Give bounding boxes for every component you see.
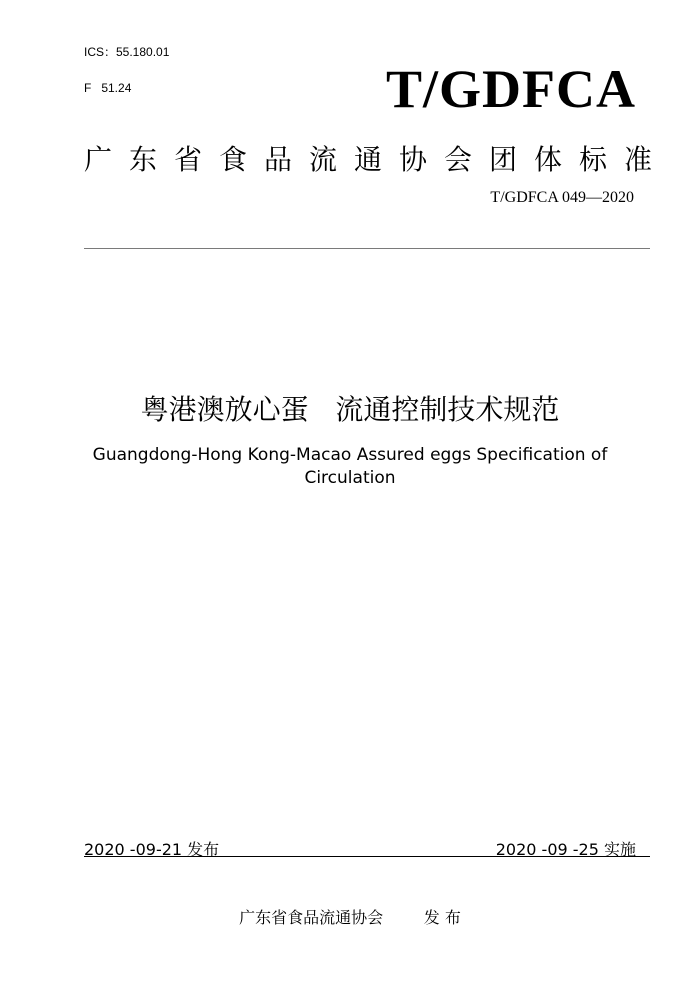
ics-code: ICS：55.180.01 [84,45,170,59]
footer-divider [84,856,650,857]
header-divider [84,248,650,249]
issue-date: 2020 -09-21 发布 [84,840,220,859]
standard-logo: T/GDFCA [386,59,636,119]
ccs-code: F 51.24 [84,81,132,95]
implementation-date: 2020 -09 -25 实施 [495,840,636,859]
document-title-english: Guangdong-Hong Kong-Macao Assured eggs Specification of Circulation [92,445,608,488]
standard-number: T/GDFCA 049—2020 [490,189,634,206]
standard-category-title: 广东省食品流通协会团体标准 [84,143,670,176]
publisher-line: 广东省食品流通协会 发 布 [239,908,461,927]
document-title-chinese: 粤港澳放心蛋 流通控制技术规范 [140,393,560,426]
